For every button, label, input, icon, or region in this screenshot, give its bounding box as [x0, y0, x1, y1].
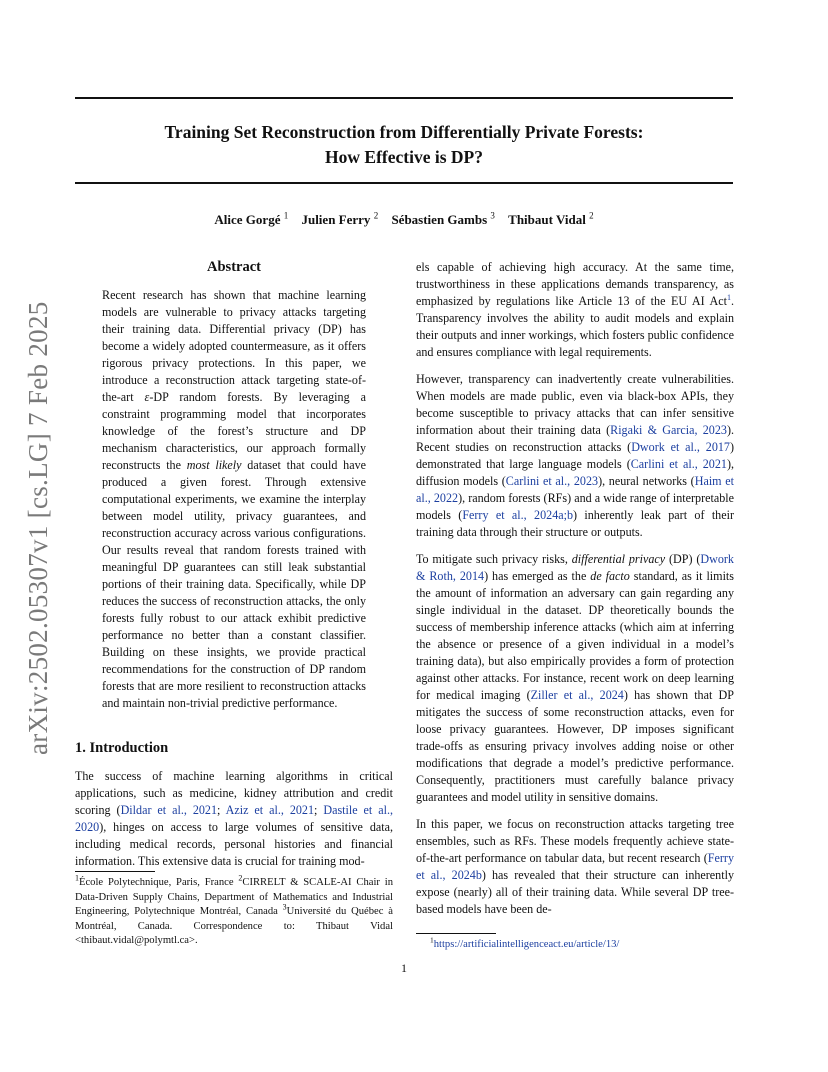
text-part: ), random forests (RFs) and a wide range of interpretable models ( [416, 491, 734, 522]
section-heading-introduction: 1. Introduction [75, 740, 169, 756]
text-part: ) inherently leak part of their training data through their structure or outputs. [416, 508, 734, 539]
citation-link[interactable]: Dildar et al., 2021 [120, 803, 218, 817]
paragraph-vulnerabilities [416, 371, 734, 541]
author-affiliation-mark: 1 [283, 210, 289, 221]
epsilon-symbol: ε [144, 390, 150, 404]
abstract-body [102, 287, 366, 712]
citation-link[interactable]: Carlini et al., 2023 [505, 474, 599, 488]
footnote-mark: 1 [430, 935, 434, 945]
text-part: els capable of achieving high accuracy. At the same time, trustworthiness in these applications demands transparency, as emphasized by regulations like Article 13 of the EU AI Act [416, 260, 734, 308]
introduction-paragraph [75, 768, 393, 870]
title-rule-bottom [75, 182, 733, 184]
abstract-text-part: -DP random forests. By leveraging a constraint programming model that incorporates knowledge of the forest’s structure and DP mechanism characteristics, our approach formally reconstructs the [102, 390, 366, 472]
text-part: . Transparency involves the ability to audit models and explain their outputs and inner workings, which fosters public confidence and ensures compliance with legal requirements. [416, 294, 734, 359]
citation-link[interactable]: Dwork & Roth, 2014 [416, 552, 734, 583]
paper-title-line-2: How Effective is DP? [325, 147, 483, 167]
author-affiliation-mark: 3 [490, 210, 495, 221]
abstract-emphasis: most likely [186, 458, 242, 472]
author-name: Alice Gorgé [214, 212, 281, 227]
affiliation-mark: 2 [238, 873, 243, 883]
text-part: (DP) ( [665, 552, 701, 566]
author-4 [508, 212, 593, 227]
citation-link[interactable]: Dwork et al., 2017 [631, 440, 730, 454]
affiliation-text: CIRRELT & SCALE-AI Chair in Data-Driven Supply Chains, Department of Mathematics and Industrial Engineering, Polytechnique Montréal, Canada [75, 877, 393, 917]
citation-link[interactable]: Rigaki & Garcia, 2023 [610, 423, 727, 437]
paper-title-line-1: Training Set Reconstruction from Differentially Private Forests: [164, 122, 644, 142]
footnote-rule [75, 871, 155, 872]
affiliation-text: Université du Québec à Montréal, Canada. Correspondence to: Thibaut Vidal <thibaut.vidal@polymtl.ca>. [75, 906, 393, 946]
intro-text-part: ), hinges on access to large volumes of sensitive data, including medical records, personal histories and financial information. This extensive data is crucial for training mod- [75, 820, 393, 868]
emphasis-text: differential privacy [571, 552, 666, 566]
text-part: ) has revealed that their structure can inherently expose (nearly) all of their training data. While several DP tree-based models have been de- [416, 868, 734, 916]
author-list [75, 211, 733, 229]
footnote-link[interactable]: https://artificialintelligenceact.eu/article/13/ [433, 939, 620, 950]
text-part: In this paper, we focus on reconstruction attacks targeting tree ensembles, such as RFs. These models frequently achieve state-of-the-art performance on tabular data, but recent research ( [416, 817, 734, 865]
citation-separator: ; [314, 803, 324, 817]
text-part: standard, as it limits the amount of information an adversary can gain regarding any single individual in the dataset. DP theoretically bounds the success of membership inference attacks (which aim at inferring the absence or presence of a given individual in a model’s training data), but also empirically provides a form of protection against other attacks. For instance, recent work on deep learning for medical imaging ( [416, 569, 735, 702]
author-affiliation-mark: 2 [373, 210, 379, 221]
footnote-link[interactable]: 1 [726, 292, 731, 302]
author-name: Thibaut Vidal [508, 212, 586, 227]
citation-link[interactable]: Aziz et al., 2021 [225, 803, 315, 817]
citation-link[interactable]: Ferry et al., 2024a;b [462, 508, 574, 522]
paper-title [75, 120, 733, 170]
abstract-text-part: Recent research has shown that machine learning models are vulnerable to privacy attacks targeting their training data. Differential privacy (DP) has become a widely adopted countermeasure, as it offers rigorous privacy protections. In this paper, we introduce a reconstruction attack targeting state-of-the-art [102, 288, 366, 404]
citation-link[interactable]: Carlini et al., 2021 [630, 457, 727, 471]
author-name: Julien Ferry [301, 212, 371, 227]
author-name: Sébastien Gambs [391, 212, 488, 227]
affiliation-mark: 3 [282, 902, 287, 912]
affiliation-text: École Polytechnique, Paris, France [79, 877, 239, 888]
text-part: ). Recent studies on reconstruction attacks ( [416, 423, 734, 454]
text-part: ) demonstrated that large language models ( [416, 440, 734, 471]
emphasis-text: de facto [590, 569, 630, 583]
citation-link[interactable]: Haim et al., 2022 [416, 474, 734, 505]
abstract-heading: Abstract [207, 259, 261, 275]
text-part: ) has shown that DP mitigates the success of some reconstruction attacks, even for loose privacy guarantees. However, DP imposes significant trade-offs as ensuring privacy involves adding noise or other modifications that degrade a model’s predictive performance. Consequently, practitioners must carefully balance privacy guarantees and model utility in sensitive domains. [416, 688, 734, 804]
citation-link[interactable]: Ferry et al., 2024b [416, 851, 734, 882]
author-affiliation-mark: 2 [589, 210, 594, 221]
right-column-text [416, 259, 734, 928]
author-1 [214, 212, 288, 227]
footnote-rule [416, 933, 496, 934]
title-rule-top [75, 97, 733, 99]
citation-link[interactable]: Dastile et al., 2020 [75, 803, 393, 834]
intro-text-part: The success of machine learning algorithms in critical applications, such as medicine, kidney attribution and credit scoring ( [75, 769, 393, 817]
text-part: ) has emerged as the [484, 569, 591, 583]
author-3 [391, 212, 494, 227]
affiliation-mark: 1 [75, 873, 79, 883]
citation-separator: ; [217, 803, 226, 817]
text-part: ), diffusion models ( [416, 457, 734, 488]
affiliations-footnote [75, 873, 393, 949]
arxiv-identifier-stamp: arXiv:2502.05307v1 [cs.LG] 7 Feb 2025 [23, 301, 53, 755]
page-number: 1 [401, 961, 407, 975]
text-part: ), neural networks ( [598, 474, 695, 488]
text-part: However, transparency can inadvertently create vulnerabilities. When models are made public, even via black-box APIs, they become susceptible to privacy attacks that can infer sensitive information about their training data ( [416, 372, 734, 437]
paragraph-this-paper [416, 816, 734, 918]
abstract-text-part: dataset that could have produced a given forest. Through extensive computational experiments, we examine the interplay between model utility, privacy guarantees, and reconstruction accuracy across various configurations. Our results reveal that random forests trained with meaningful DP guarantees can still leak substantial portions of their training data. Specifically, while DP reduces the success of reconstruction attacks, the only forests fully robust to our attack exhibit predictive performance no better than a constant classifier. Building on these insights, we provide practical recommendations for the construction of DP random forests that are more resilient to reconstruction attacks and maintain non-trivial predictive performance. [102, 458, 366, 710]
author-2 [301, 212, 378, 227]
paragraph-differential-privacy [416, 551, 734, 806]
text-part: To mitigate such privacy risks, [416, 552, 572, 566]
citation-link[interactable]: Ziller et al., 2024 [530, 688, 624, 702]
footnote-url [430, 935, 620, 952]
paragraph-transparency [416, 259, 734, 361]
